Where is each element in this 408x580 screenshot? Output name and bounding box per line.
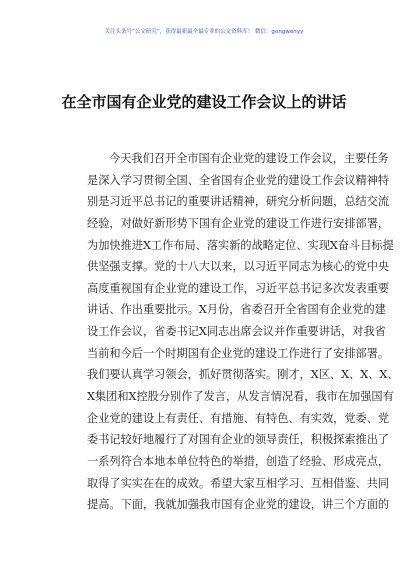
- body-line: X集团和X控股分别作了发言，从发言情况看，我市在加强国有: [87, 390, 394, 404]
- body-line: 一系列符合本地本单位特色的举措，创造了经验、形成亮点，: [87, 454, 390, 468]
- header-promo-note: 关注头条号“公文研究”，获得最新最全最专业的公文资料库！ 微信：gongwenyy: [104, 29, 304, 35]
- document-body: [87, 148, 399, 516]
- body-line: 委书记较好地履行了对国有企业的领导责任，积极探索推出了: [87, 433, 390, 447]
- body-line: 经验，对做好新形势下国有企业党的建设工作进行安排部署，: [87, 216, 390, 230]
- body-line: 设工作会议，省委书记X同志出席会议并作重要讲话，对我省: [87, 325, 386, 339]
- body-line: 高度重视国有企业党的建设工作，习近平总书记多次发表重要: [87, 281, 390, 295]
- body-line: 供坚强支撑。党的十八大以来，以习近平同志为核心的党中央: [87, 260, 390, 274]
- body-line: 今天我们召开全市国有企业党的建设工作会议，主要任务: [109, 152, 389, 165]
- body-line: 取得了实实在在的成效。希望大家互相学习、互相借鉴、共同: [87, 476, 390, 490]
- body-line: 提高。下面，我就加强我市国有企业党的建设，讲三个方面的: [87, 498, 390, 512]
- body-line: 企业党的建设上有责任、有措施、有特色、有实效，党委、党: [87, 411, 390, 425]
- body-line: 别是习近平总书记的重要讲话精神，研究分析问题，总结交流: [87, 195, 390, 209]
- body-line: 是深入学习贯彻全国、全省国有企业党的建设工作会议精神特: [87, 173, 390, 187]
- document-title: 在全市国有企业党的建设工作会议上的讲话: [61, 93, 347, 111]
- body-line: 我们要认真学习领会，抓好贯彻落实。刚才，X区、X、X、X、: [87, 368, 399, 382]
- body-line: 当前和今后一个时期国有企业党的建设工作进行了安排部署。: [87, 346, 390, 360]
- body-line: 为加快推进X工作布局、落实新的战略定位、实现X奋斗目标提: [87, 238, 394, 252]
- body-line: 讲话、作出重要批示。X月份，省委召开全省国有企业党的建: [87, 303, 386, 317]
